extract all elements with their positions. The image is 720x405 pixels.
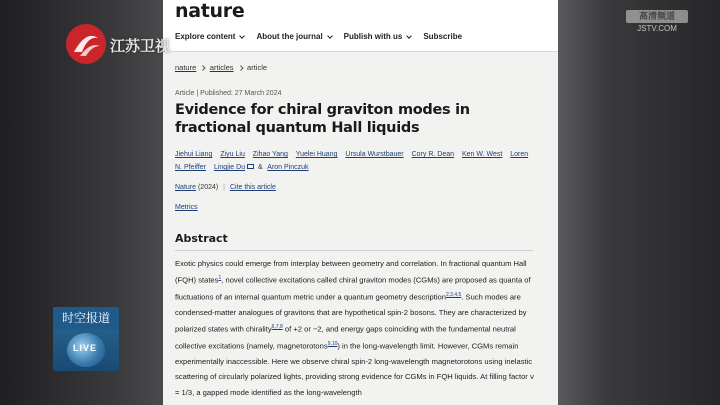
cite-article-link[interactable]: Cite this article [229, 184, 276, 191]
author-link[interactable]: Aron Pinczuk [267, 164, 309, 171]
hd-label: 高清频道 [626, 10, 688, 23]
site-logo[interactable]: nature [175, 0, 245, 22]
abstract-segment: of +2 or −2, and energy gaps coinciding with the fundamental neutral collective excitations (namely, magnetorotons [175, 324, 516, 351]
mail-icon[interactable] [247, 164, 254, 169]
news-program-badge [53, 307, 119, 371]
abstract-segment: , novel collective excitations called chiral graviton modes (CGMs) are proposed as quanta of fluctuations of an internal quantum metric under a quantum geometry description [175, 275, 531, 302]
hd-url: JSTV.COM [637, 24, 677, 33]
live-label: LIVE [73, 343, 98, 353]
monitor-bezel-right [558, 0, 720, 405]
breadcrumb-articles[interactable]: articles [209, 63, 234, 72]
author-link[interactable]: Cory R. Dean [411, 151, 454, 158]
author-link[interactable]: Lingjie Du [213, 164, 246, 171]
chevron-down-icon [407, 33, 413, 39]
journal-link[interactable]: Nature [175, 184, 197, 191]
chevron-down-icon [327, 33, 333, 39]
chevron-down-icon [240, 33, 246, 39]
nav-subscribe[interactable] [423, 32, 462, 41]
program-title: 时空报道 [53, 307, 119, 329]
metrics-link[interactable]: Metrics [175, 204, 198, 211]
logo-mark-icon [66, 24, 106, 64]
separator: | [223, 184, 225, 191]
article-meta: Article | Published: 27 March 2024 [175, 90, 282, 97]
abstract-text [175, 256, 539, 400]
breadcrumb [175, 63, 267, 72]
divider [175, 250, 533, 251]
author-link[interactable]: Ziyu Liu [220, 151, 245, 158]
article-page [163, 0, 558, 405]
breadcrumb-current: article [247, 63, 268, 72]
hd-watermark [626, 10, 688, 36]
reference-link[interactable]: 9,10 [327, 341, 338, 348]
site-header [163, 0, 558, 52]
author-link[interactable]: Jiehui Liang [175, 151, 213, 158]
abstract-segment: . Such modes are condensed-matter analogues of gravitons that are hypothetical spin-2 bosons. They are characterized by polarized states with chirality [175, 292, 527, 334]
nav-publish[interactable] [344, 32, 412, 41]
author-link[interactable]: Loren N. Pfeiffer [175, 151, 529, 171]
nav-label: Subscribe [423, 32, 463, 41]
nav-about-journal[interactable] [256, 32, 331, 41]
reference-link[interactable]: 6,7,8 [271, 324, 283, 331]
channel-logo-text: 江苏卫视 [110, 37, 171, 55]
author-list [175, 148, 535, 174]
nav-label: Publish with us [343, 32, 403, 41]
citation-line [175, 184, 276, 191]
nav-explore-content[interactable] [175, 32, 244, 41]
abstract-heading: Abstract [175, 232, 228, 245]
author-joiner: & [258, 164, 263, 171]
author-link[interactable]: Zihao Yang [252, 151, 288, 158]
abstract-segment: ) in the long-wavelength limit. However, CGMs remain experimentally inaccessible. Here we observe chiral spin-2 long-wavelength magnetorotons using inelastic scattering of circularly polarized lights, providing strong evidence for CGMs in FQH liquids. At filling factor ν = 1/3, a gapped mode identified as the long-wavelength [175, 341, 534, 397]
abstract-segment: Exotic physics could emerge from interplay between geometry and correlation. In fractional quantum Hall (FQH) states [175, 259, 527, 285]
author-link[interactable]: Yuelei Huang [295, 151, 338, 158]
breadcrumb-nature[interactable]: nature [175, 63, 197, 72]
channel-logo-icon [66, 24, 106, 64]
author-link[interactable]: Ken W. West [461, 151, 503, 158]
channel-logo [66, 24, 176, 64]
main-nav [175, 32, 462, 41]
journal-year: (2024) [197, 184, 219, 191]
author-link[interactable]: Ursula Wurstbauer [345, 151, 404, 158]
nav-label: Explore content [175, 32, 236, 41]
nav-label: About the journal [256, 32, 323, 41]
reference-link[interactable]: 1 [218, 275, 222, 282]
reference-link[interactable]: 2,3,4,5 [446, 292, 462, 299]
article-title: Evidence for chiral graviton modes in fractional quantum Hall liquids [175, 102, 470, 136]
chevron-right-icon [201, 65, 206, 70]
chevron-right-icon [238, 65, 243, 70]
